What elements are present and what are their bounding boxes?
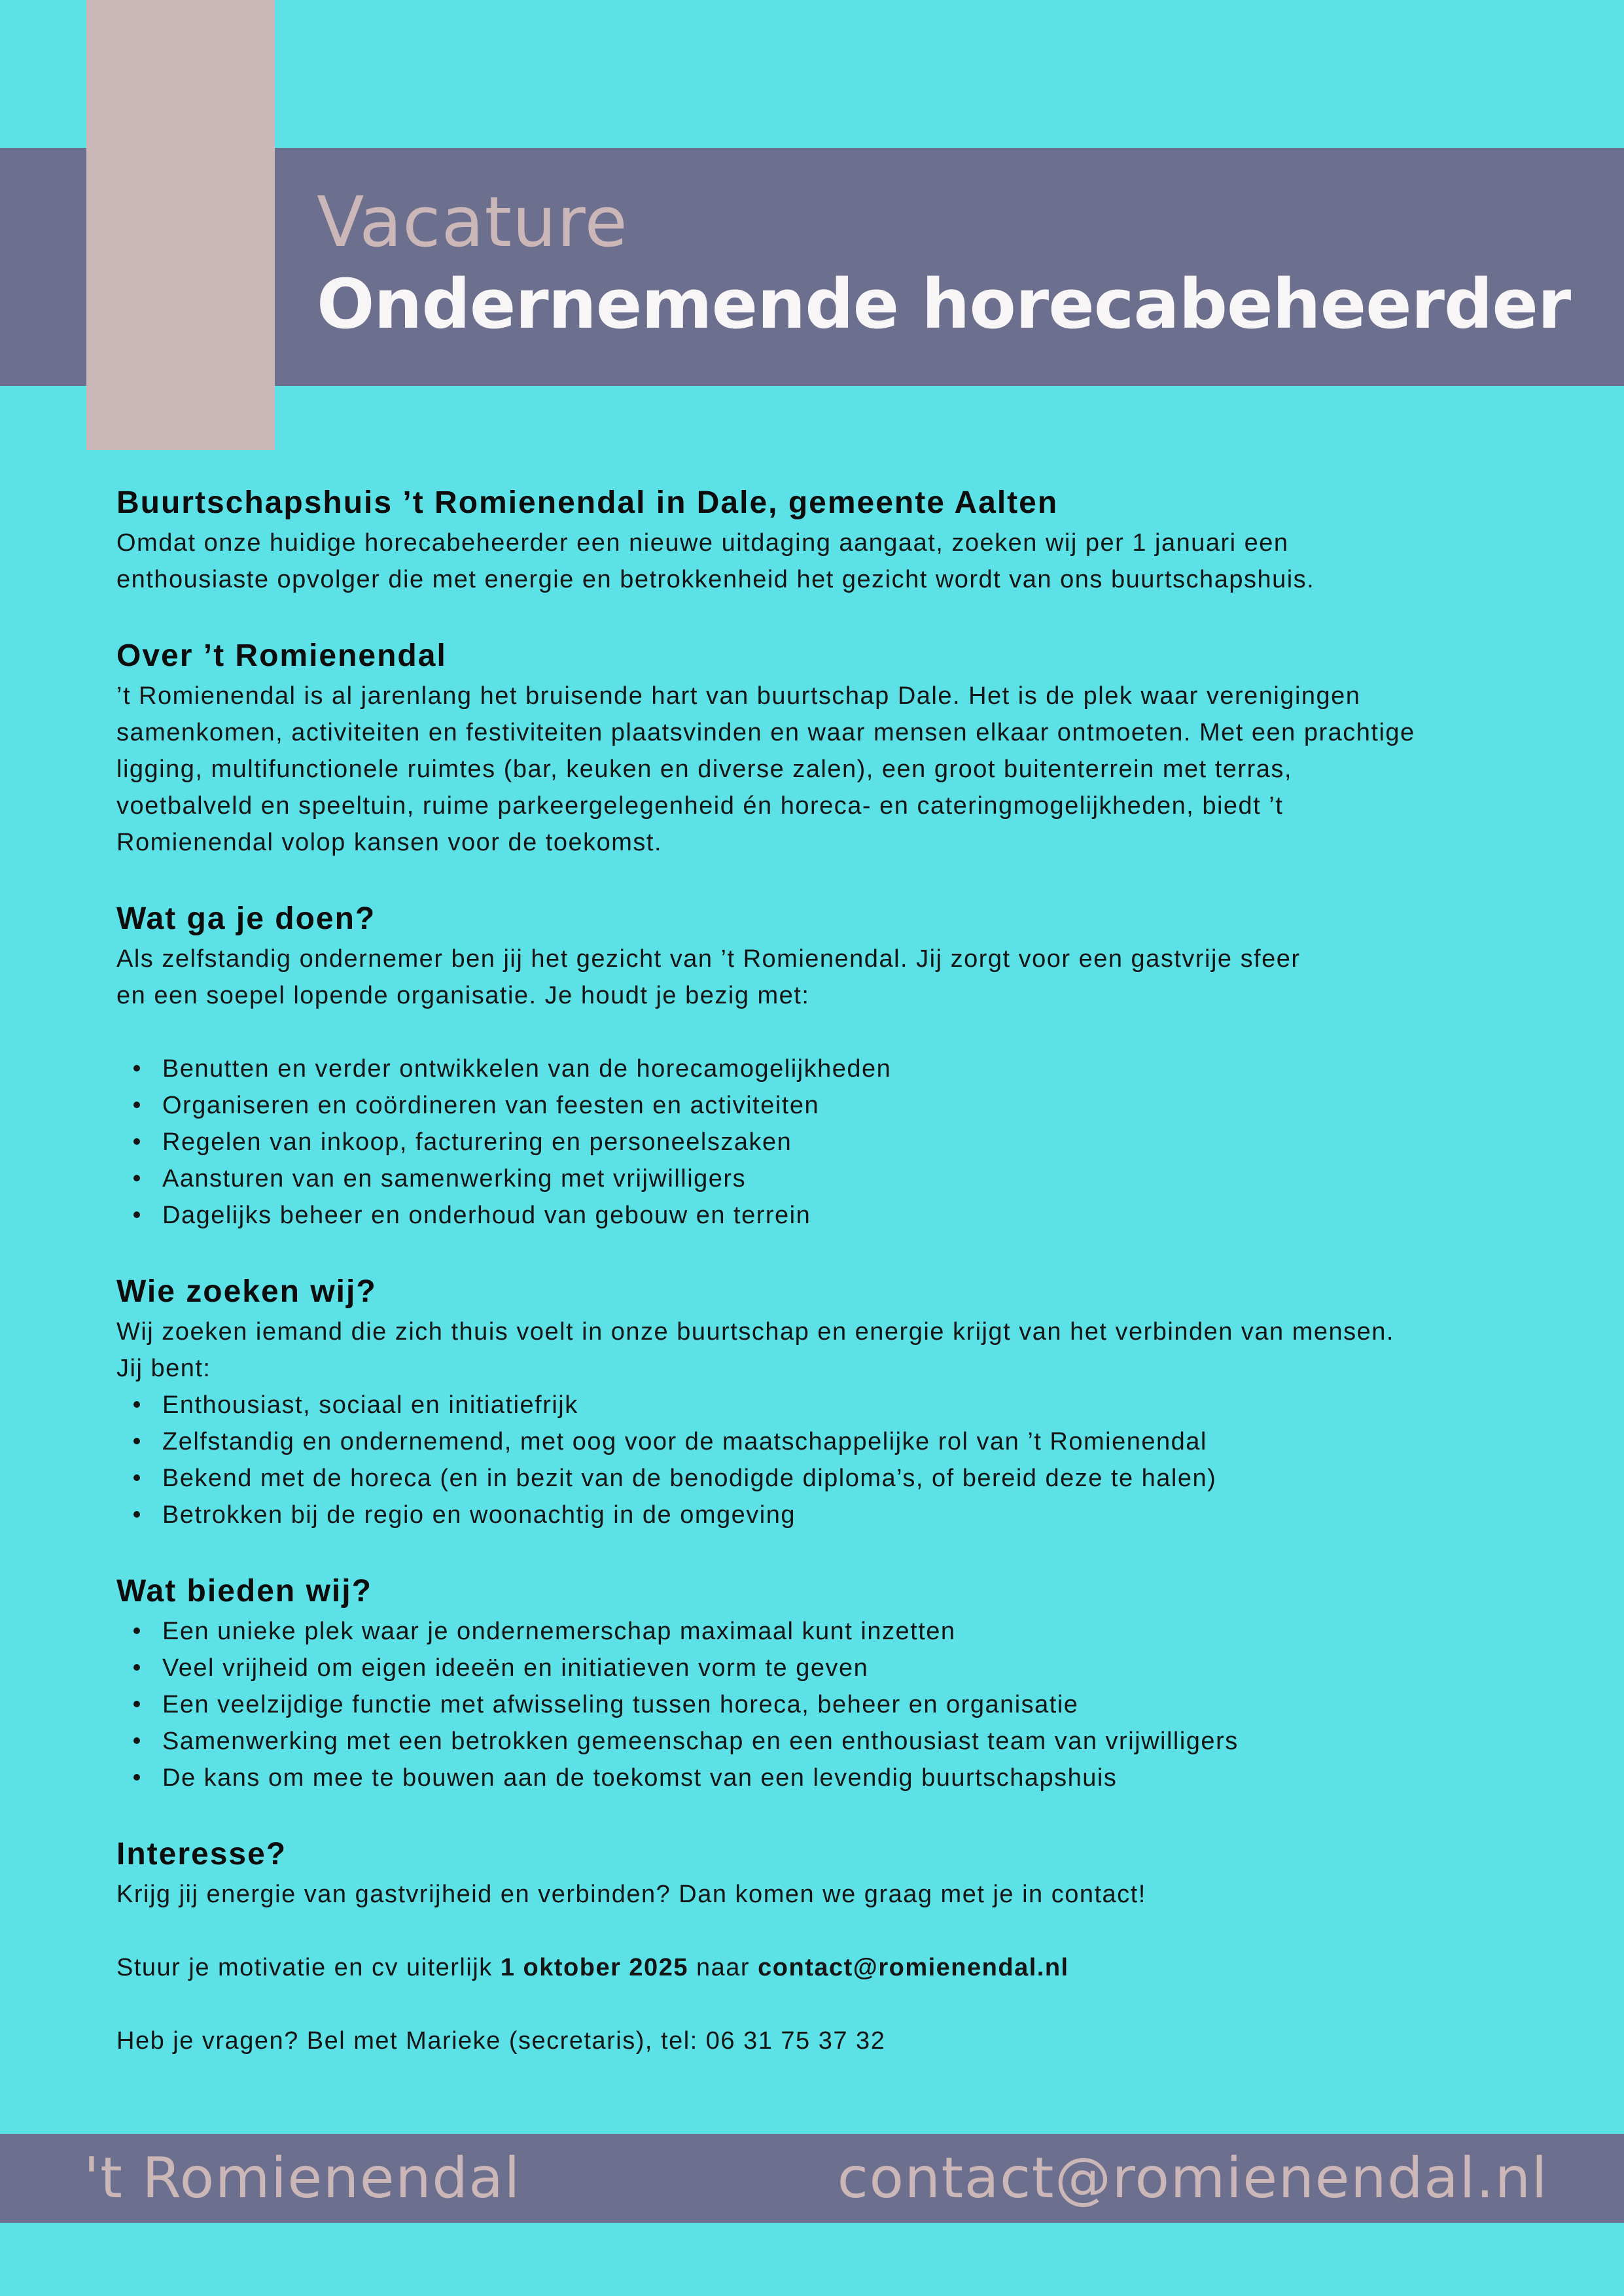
tasks-line: en een soepel lopende organisatie. Je houdt je bezig met: bbox=[116, 982, 810, 1009]
bullet-icon bbox=[133, 1175, 140, 1181]
intro-heading: Buurtschapshuis ’t Romienendal in Dale, gemeente Aalten bbox=[116, 485, 1059, 520]
bullet-icon bbox=[133, 1737, 140, 1744]
list-item: Een unieke plek waar je ondernemerschap maximaal kunt inzetten bbox=[162, 1613, 1582, 1650]
about-section bbox=[116, 635, 1582, 861]
apply-instructions: Stuur je motivatie en cv uiterlijk 1 oktober 2025 naar contact@romienendal.nl bbox=[116, 1954, 1069, 1981]
bullet-icon bbox=[133, 1664, 140, 1671]
spacer bbox=[116, 1913, 1582, 1949]
intro-section bbox=[116, 481, 1582, 598]
list-item: Betrokken bij de regio en woonachtig in de omgeving bbox=[162, 1497, 1582, 1533]
tasks-section bbox=[116, 897, 1582, 1234]
profile-heading: Wie zoeken wij? bbox=[116, 1274, 377, 1309]
bullet-icon bbox=[133, 1511, 140, 1518]
vacancy-kicker: Vacature bbox=[317, 182, 628, 262]
vacancy-body bbox=[116, 481, 1582, 2096]
about-line: Romienendal volop kansen voor de toekomst. bbox=[116, 829, 663, 856]
offer-list bbox=[116, 1613, 1582, 1796]
profile-line: Jij bent: bbox=[116, 1355, 211, 1382]
intro-line: enthousiaste opvolger die met energie en betrokkenheid het gezicht wordt van ons buurtschapshuis. bbox=[116, 566, 1315, 593]
footer-organization-name: 't Romienendal bbox=[84, 2146, 521, 2211]
profile-line: Wij zoeken iemand die zich thuis voelt in onze buurtschap en energie krijgt van het verbinden van mensen. bbox=[116, 1318, 1394, 1346]
about-heading: Over ’t Romienendal bbox=[116, 638, 447, 673]
bullet-icon bbox=[133, 1438, 140, 1444]
bullet-icon bbox=[133, 1474, 140, 1481]
bullet-icon bbox=[133, 1065, 140, 1071]
list-item: Samenwerking met een betrokken gemeenschap en een enthousiast team van vrijwilligers bbox=[162, 1723, 1582, 1760]
profile-section bbox=[116, 1270, 1582, 1533]
list-item: Enthousiast, sociaal en initiatiefrijk bbox=[162, 1387, 1582, 1423]
tasks-heading: Wat ga je doen? bbox=[116, 901, 376, 936]
offer-heading: Wat bieden wij? bbox=[116, 1574, 372, 1609]
bullet-icon bbox=[133, 1211, 140, 1218]
bullet-icon bbox=[133, 1627, 140, 1634]
list-item: Zelfstandig en ondernemend, met oog voor de maatschappelijke rol van ’t Romienendal bbox=[162, 1423, 1582, 1460]
offer-section bbox=[116, 1570, 1582, 1796]
decorative-pillar-overlap bbox=[86, 148, 275, 386]
spacer bbox=[116, 1986, 1582, 2023]
about-line: samenkomen, activiteiten en festiviteiten plaatsvinden en waar mensen elkaar ontmoeten. Met een prachtige bbox=[116, 719, 1415, 746]
about-line: ’t Romienendal is al jarenlang het bruisende hart van buurtschap Dale. Het is de plek waar verenigingen bbox=[116, 682, 1361, 710]
profile-list bbox=[116, 1387, 1582, 1533]
tasks-line: Als zelfstandig ondernemer ben jij het gezicht van ’t Romienendal. Jij zorgt voor een gastvrije sfeer bbox=[116, 945, 1301, 973]
contact-email-link[interactable]: contact@romienendal.nl bbox=[758, 1954, 1069, 1981]
list-item: Bekend met de horeca (en in bezit van de benodigde diploma’s, of bereid deze te halen) bbox=[162, 1460, 1582, 1497]
footer-email-link[interactable]: contact@romienendal.nl bbox=[837, 2146, 1548, 2211]
bullet-icon bbox=[133, 1102, 140, 1108]
about-line: ligging, multifunctionele ruimtes (bar, keuken en diverse zalen), een groot buitenterrein met terras, bbox=[116, 756, 1292, 783]
list-item: Dagelijks beheer en onderhoud van gebouw en terrein bbox=[162, 1197, 1582, 1234]
about-line: voetbalveld en speeltuin, ruime parkeergelegenheid én horeca- en cateringmogelijkheden, biedt ’t bbox=[116, 792, 1284, 820]
spacer bbox=[116, 1014, 1582, 1051]
questions-line: Heb je vragen? Bel met Marieke (secretaris), tel: 06 31 75 37 32 bbox=[116, 2027, 886, 2055]
list-item: De kans om mee te bouwen aan de toekomst van een levendig buurtschapshuis bbox=[162, 1760, 1582, 1796]
list-item: Benutten en verder ontwikkelen van de horecamogelijkheden bbox=[162, 1051, 1582, 1087]
interest-heading: Interesse? bbox=[116, 1837, 287, 1871]
bullet-icon bbox=[133, 1701, 140, 1707]
bullet-icon bbox=[133, 1774, 140, 1781]
bullet-icon bbox=[133, 1138, 140, 1145]
interest-section bbox=[116, 1833, 1582, 2059]
interest-line: Krijg jij energie van gastvrijheid en verbinden? Dan komen we graag met je in contact! bbox=[116, 1881, 1146, 1908]
bullet-icon bbox=[133, 1401, 140, 1408]
deadline-date: 1 oktober 2025 bbox=[500, 1954, 688, 1981]
list-item: Regelen van inkoop, facturering en personeelszaken bbox=[162, 1124, 1582, 1160]
list-item: Een veelzijdige functie met afwisseling tussen horeca, beheer en organisatie bbox=[162, 1686, 1582, 1723]
list-item: Aansturen van en samenwerking met vrijwilligers bbox=[162, 1160, 1582, 1197]
list-item: Veel vrijheid om eigen ideeën en initiatieven vorm te geven bbox=[162, 1650, 1582, 1686]
vacancy-title: Ondernemende horecabeheerder bbox=[317, 264, 1571, 344]
list-item: Organiseren en coördineren van feesten en activiteiten bbox=[162, 1087, 1582, 1124]
intro-line: Omdat onze huidige horecabeheerder een nieuwe uitdaging aangaat, zoeken wij per 1 januari een bbox=[116, 529, 1289, 557]
tasks-list bbox=[116, 1051, 1582, 1234]
